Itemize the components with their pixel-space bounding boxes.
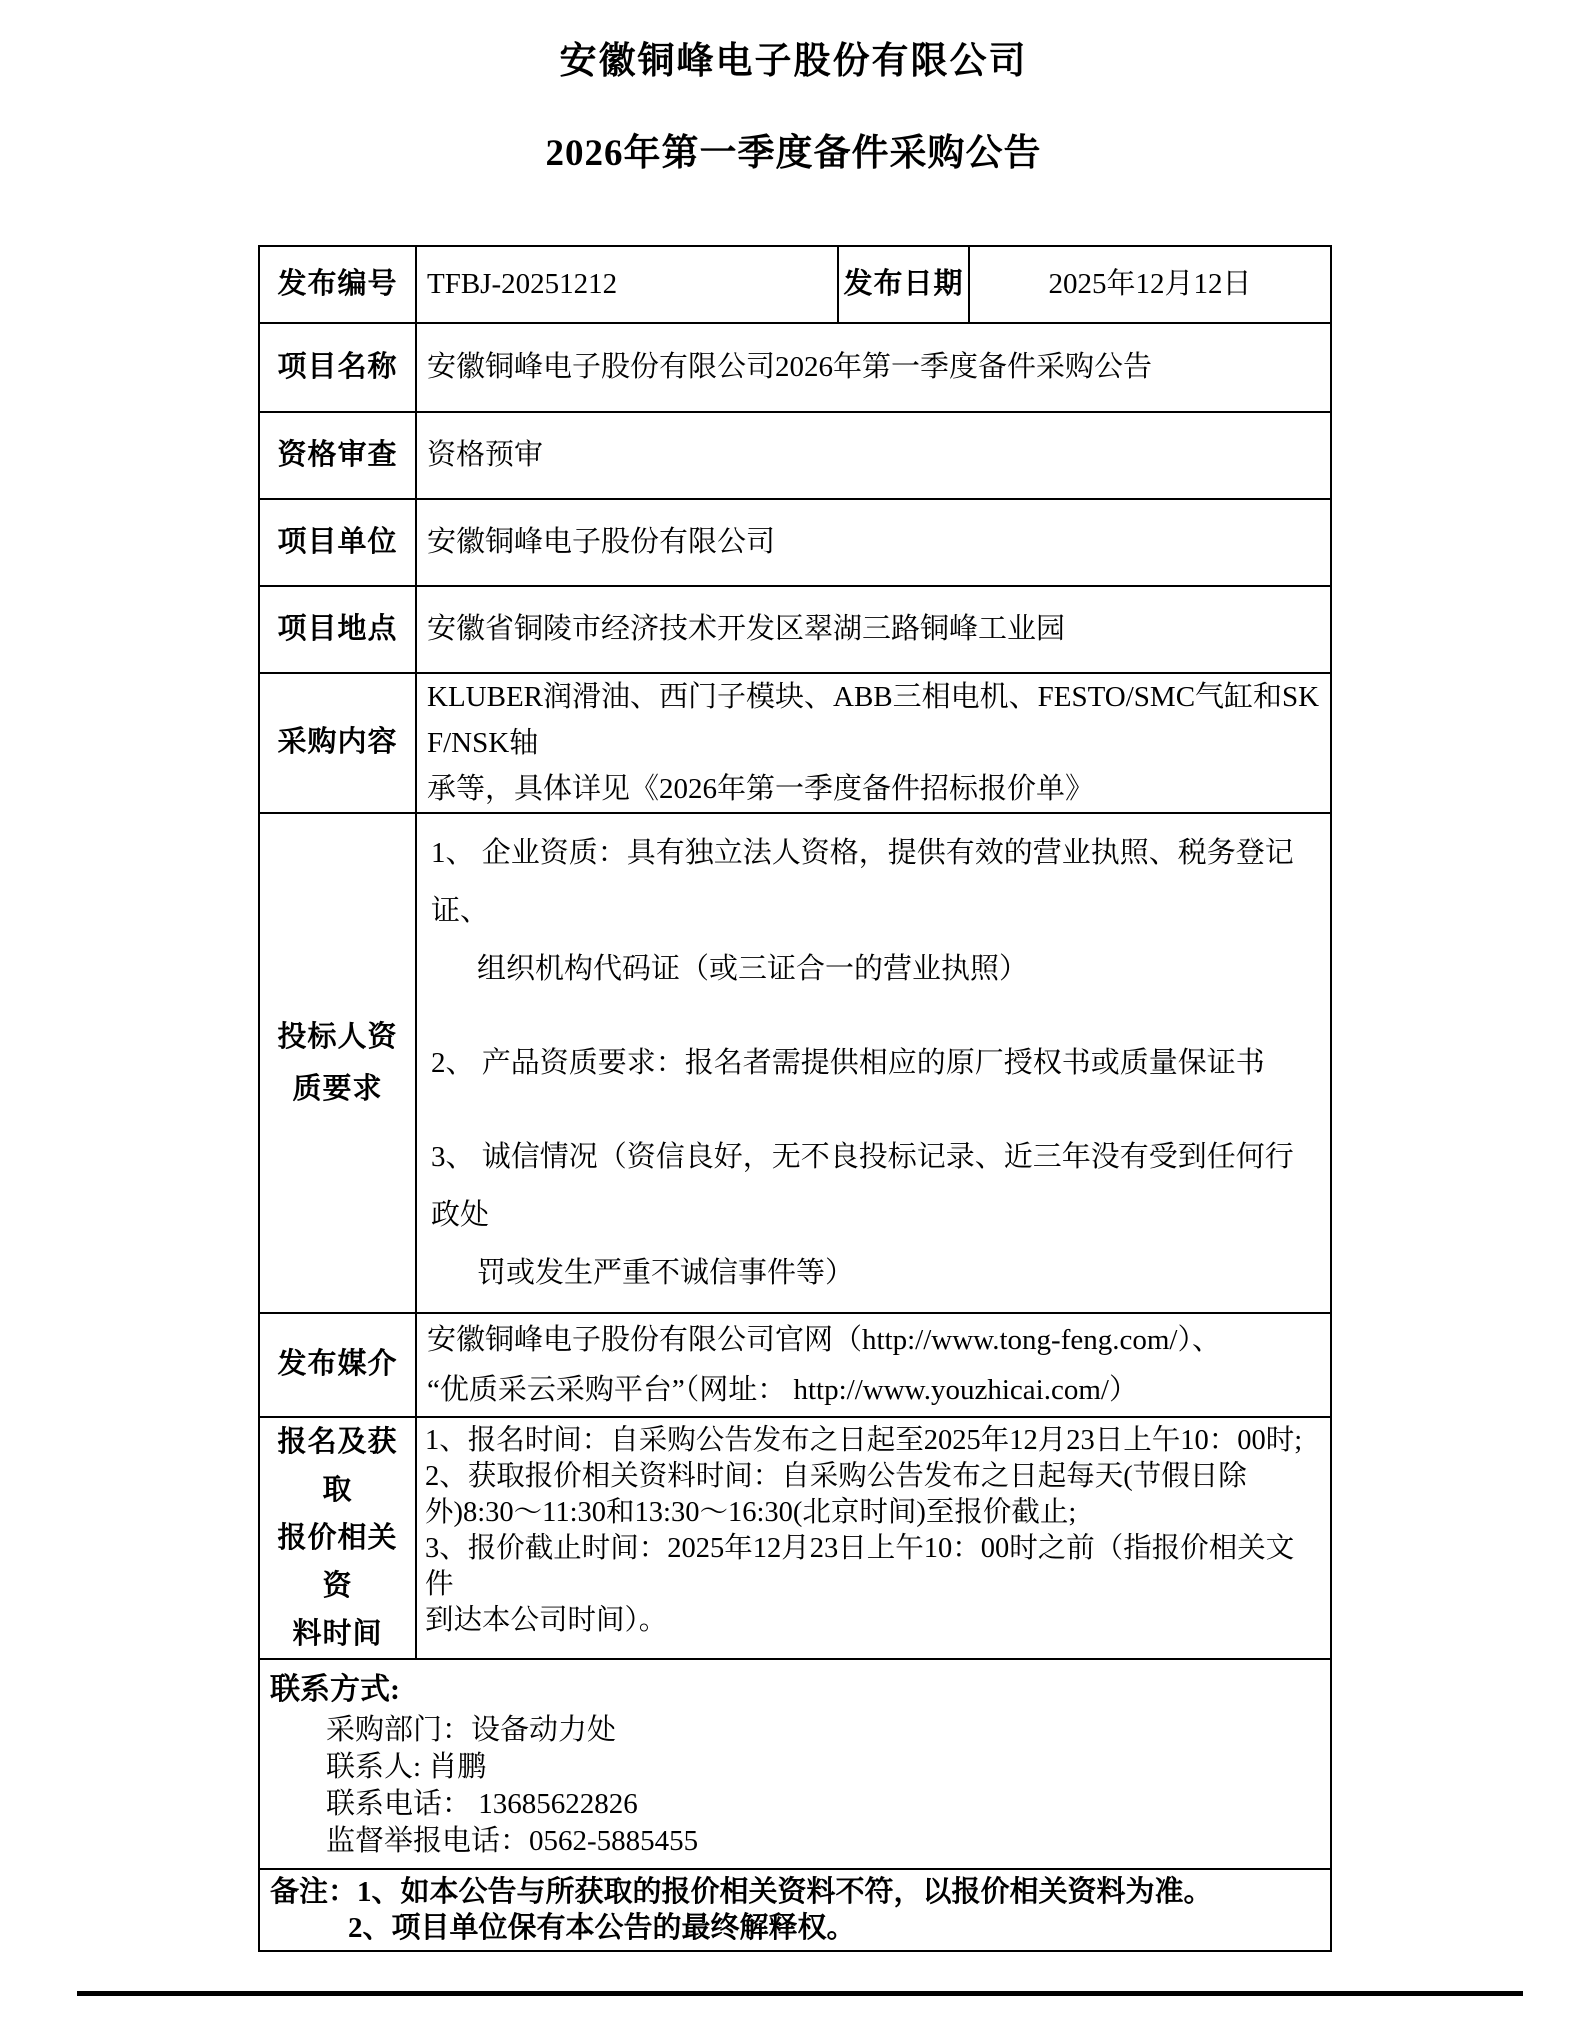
row-contact (259, 1659, 1331, 1869)
contact-phone: 联系电话： 13685622826 (326, 1788, 638, 1820)
row-project-location (259, 586, 1331, 673)
qualification-item-3 (431, 1128, 1316, 1302)
qualification-item-3-line-1: 3、 诚信情况（资信良好，无不良投标记录、近三年没有受到任何行政处 (431, 1141, 1294, 1231)
row-project-unit (259, 499, 1331, 586)
schedule-line-4: 3、报价截止时间：2025年12月23日上午10：00时之前（指报价相关文件 (425, 1533, 1295, 1600)
qualification-review-value: 资格预审 (416, 412, 1331, 499)
project-location-value: 安徽省铜陵市经济技术开发区翠湖三路铜峰工业园 (416, 586, 1331, 673)
remark-line-2: 2、项目单位保有本公告的最终解释权。 (348, 1912, 856, 1944)
schedule-label-line-1: 报名及获取 (277, 1426, 398, 1506)
schedule-line-2: 2、获取报价相关资料时间：自采购公告发布之日起每天(节假日除 (425, 1461, 1247, 1492)
contact-person: 联系人: 肖鹏 (326, 1751, 487, 1783)
row-project-name (259, 323, 1331, 412)
procurement-line-1: KLUBER润滑油、西门子模块、ABB三相电机、FESTO/SMC气缸和SKF/NSK轴 (427, 681, 1320, 759)
row-qualification-review (259, 412, 1331, 499)
procurement-content-label: 采购内容 (259, 673, 416, 813)
row-remarks (259, 1869, 1331, 1951)
schedule-line-1: 1、报名时间：自采购公告发布之日起至2025年12月23日上午10：00时; (425, 1425, 1303, 1456)
row-procurement-content (259, 673, 1331, 813)
publish-number-value: TFBJ-20251212 (416, 246, 838, 323)
row-publish (259, 246, 1331, 323)
publish-date-label: 发布日期 (838, 246, 969, 323)
remarks-section (259, 1869, 1331, 1951)
schedule-content (416, 1417, 1331, 1659)
row-publish-media (259, 1313, 1331, 1417)
qualification-item-1-line-2: 组织机构代码证（或三证合一的营业执照） (477, 953, 1029, 985)
media-line-2: “优质采云采购平台”（网址： http://www.youzhicai.com/） (427, 1374, 1138, 1406)
bidder-qualification-label-line-1: 投标人资 (277, 1021, 398, 1053)
publish-media-value (416, 1313, 1331, 1417)
project-unit-label: 项目单位 (259, 499, 416, 586)
bidder-qualification-label-line-2: 质要求 (292, 1073, 383, 1105)
footer-divider (77, 1991, 1523, 1996)
publish-media-label: 发布媒介 (259, 1313, 416, 1417)
schedule-label-line-2: 报价相关资 (277, 1522, 398, 1602)
document-title: 安徽铜峰电子股份有限公司 (559, 41, 1028, 82)
document-subtitle: 2026年第一季度备件采购公告 (545, 133, 1042, 174)
schedule-line-3: 外)8:30～11:30和13:30～16:30(北京时间)至报价截止; (425, 1497, 1077, 1528)
publish-number-label: 发布编号 (259, 246, 416, 323)
media-line-1: 安徽铜峰电子股份有限公司官网（http://www.tong-feng.com/）、 (427, 1324, 1221, 1356)
row-bidder-qualification (259, 813, 1331, 1313)
project-name-value: 安徽铜峰电子股份有限公司2026年第一季度备件采购公告 (416, 323, 1331, 412)
contact-section (259, 1659, 1331, 1869)
announcement-table (258, 245, 1332, 1952)
schedule-label-line-3: 料时间 (292, 1618, 383, 1650)
project-location-label: 项目地点 (259, 586, 416, 673)
schedule-label (259, 1417, 416, 1659)
publish-date-value: 2025年12月12日 (969, 246, 1331, 323)
contact-supervision-phone: 监督举报电话：0562-5885455 (326, 1825, 699, 1857)
procurement-content-value (416, 673, 1331, 813)
qualification-item-1-line-1: 1、 企业资质：具有独立法人资格，提供有效的营业执照、税务登记证、 (431, 837, 1294, 927)
qualification-item-1 (431, 824, 1316, 998)
contact-heading: 联系方式: (270, 1673, 400, 1706)
bidder-qualification-content (416, 813, 1331, 1313)
schedule-line-5: 到达本公司时间）。 (425, 1605, 668, 1636)
qualification-item-3-line-2: 罚或发生严重不诚信事件等） (477, 1257, 855, 1289)
qualification-item-2-line-1: 2、 产品资质要求：报名者需提供相应的原厂授权书或质量保证书 (431, 1047, 1265, 1079)
qualification-item-2 (431, 1034, 1316, 1092)
bidder-qualification-label (259, 813, 416, 1313)
contact-department: 采购部门：设备动力处 (326, 1714, 617, 1746)
project-unit-value: 安徽铜峰电子股份有限公司 (416, 499, 1331, 586)
procurement-line-2: 承等，具体详见《2026年第一季度备件招标报价单》 (427, 773, 1095, 805)
qualification-review-label: 资格审查 (259, 412, 416, 499)
remark-line-1: 备注：1、如本公告与所获取的报价相关资料不符，以报价相关资料为准。 (270, 1876, 1213, 1908)
row-schedule (259, 1417, 1331, 1659)
project-name-label: 项目名称 (259, 323, 416, 412)
